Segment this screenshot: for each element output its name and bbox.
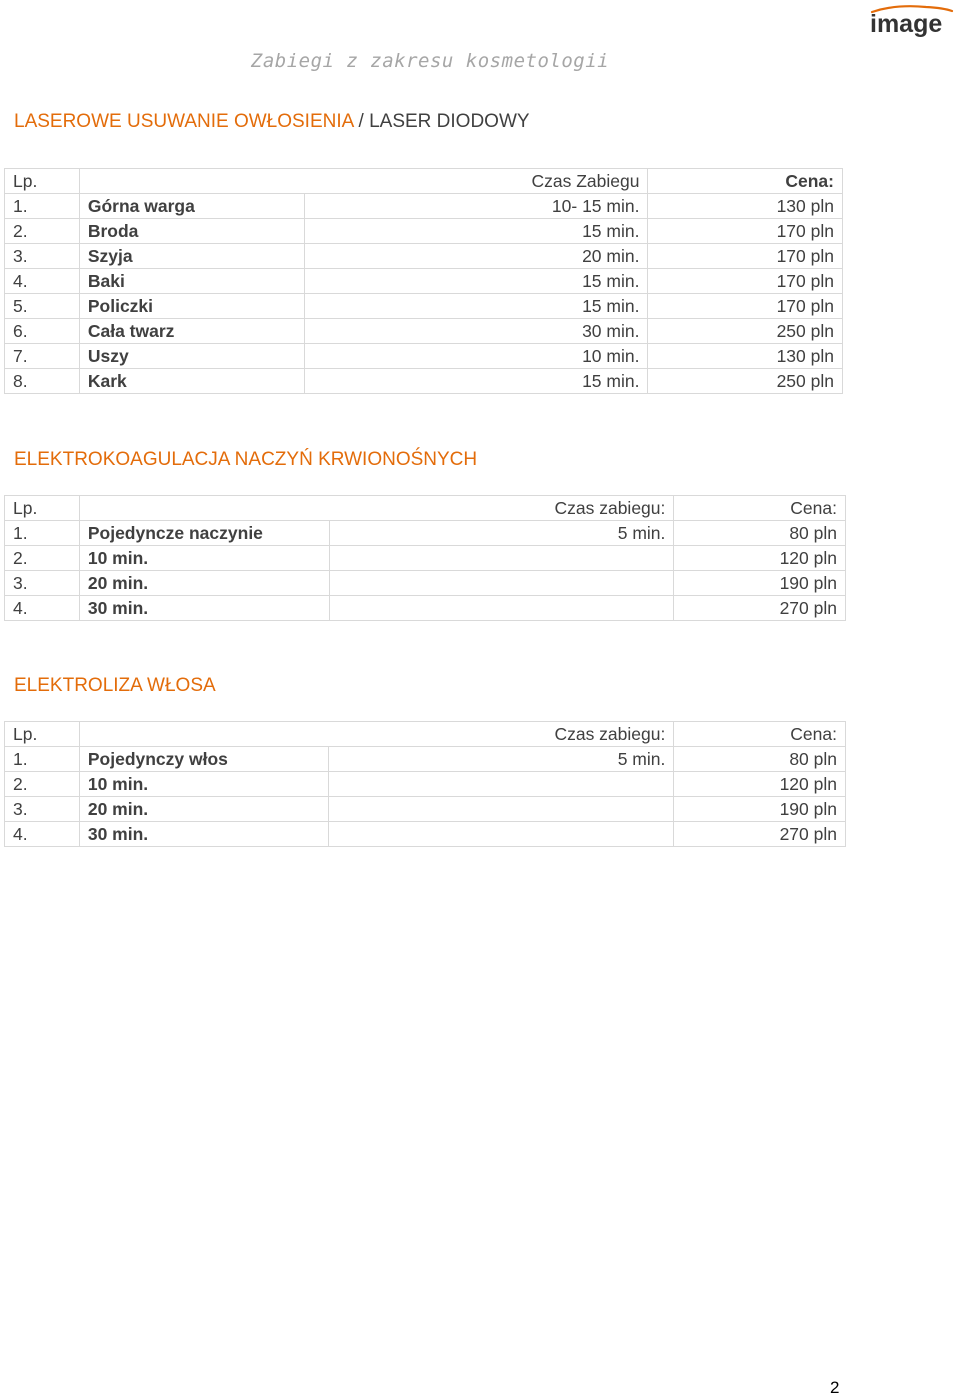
brand-logo: [866, 2, 958, 38]
header-lp: Lp.: [5, 169, 80, 194]
price-table-elektrokoagulacja: [4, 495, 846, 621]
row-time: [329, 571, 674, 596]
table-row: [5, 219, 843, 244]
row-name: Kark: [79, 369, 305, 394]
row-lp: 2.: [5, 772, 80, 797]
section-title-main: LASEROWE USUWANIE OWŁOSIENIA: [14, 111, 354, 132]
row-time: [329, 797, 674, 822]
row-price: 170 pln: [648, 244, 843, 269]
table-header-row: [5, 722, 846, 747]
row-price: 270 pln: [674, 822, 846, 847]
row-name: 20 min.: [79, 571, 329, 596]
row-lp: 6.: [5, 319, 80, 344]
table-row: [5, 571, 846, 596]
table-header-row: [5, 169, 843, 194]
table-row: [5, 797, 846, 822]
row-time: 15 min.: [305, 369, 648, 394]
row-price: 130 pln: [648, 344, 843, 369]
row-lp: 3.: [5, 244, 80, 269]
row-time: 20 min.: [305, 244, 648, 269]
row-name: Broda: [79, 219, 305, 244]
row-name: Szyja: [79, 244, 305, 269]
row-lp: 3.: [5, 797, 80, 822]
row-price: 130 pln: [648, 194, 843, 219]
row-time: [329, 822, 674, 847]
row-time: 5 min.: [329, 521, 674, 546]
logo-text: image: [870, 10, 943, 38]
section-title-elektrokoagulacja: ELEKTROKOAGULACJA NACZYŃ KRWIONOŚNYCH: [14, 449, 478, 470]
header-price: Cena:: [674, 722, 846, 747]
row-name: Baki: [79, 269, 305, 294]
header-time: Czas Zabiegu: [79, 169, 648, 194]
row-price: 250 pln: [648, 369, 843, 394]
row-price: 170 pln: [648, 219, 843, 244]
table-row: [5, 269, 843, 294]
row-name: Pojedyncze naczynie: [79, 521, 329, 546]
row-time: 15 min.: [305, 269, 648, 294]
table-row: [5, 294, 843, 319]
row-time: 10- 15 min.: [305, 194, 648, 219]
row-lp: 2.: [5, 219, 80, 244]
section-title-laser: [14, 111, 530, 133]
table-row: [5, 596, 846, 621]
row-lp: 3.: [5, 571, 80, 596]
row-price: 80 pln: [674, 747, 846, 772]
header-time: Czas zabiegu:: [79, 496, 674, 521]
header-lp: Lp.: [5, 496, 80, 521]
section-title-suffix: / LASER DIODOWY: [353, 111, 530, 132]
row-lp: 4.: [5, 596, 80, 621]
table-row: [5, 194, 843, 219]
table-row: [5, 319, 843, 344]
row-time: 5 min.: [329, 747, 674, 772]
row-name: Uszy: [79, 344, 305, 369]
row-price: 120 pln: [674, 772, 846, 797]
row-time: [329, 596, 674, 621]
row-lp: 7.: [5, 344, 80, 369]
row-price: 120 pln: [674, 546, 846, 571]
table-row: [5, 546, 846, 571]
row-lp: 1.: [5, 194, 80, 219]
row-name: Cała twarz: [79, 319, 305, 344]
row-lp: 4.: [5, 822, 80, 847]
document-subtitle: Zabiegi z zakresu kosmetologii: [250, 50, 610, 72]
row-lp: 8.: [5, 369, 80, 394]
row-name: 30 min.: [79, 822, 329, 847]
row-lp: 1.: [5, 747, 80, 772]
row-price: 190 pln: [674, 571, 846, 596]
table-row: [5, 521, 846, 546]
row-lp: 1.: [5, 521, 80, 546]
header-price: Cena:: [674, 496, 846, 521]
row-lp: 2.: [5, 546, 80, 571]
row-name: Pojedynczy włos: [79, 747, 329, 772]
header-price: Cena:: [648, 169, 843, 194]
row-price: 250 pln: [648, 319, 843, 344]
row-time: 15 min.: [305, 294, 648, 319]
row-name: Policzki: [79, 294, 305, 319]
row-lp: 5.: [5, 294, 80, 319]
table-row: [5, 369, 843, 394]
row-price: 190 pln: [674, 797, 846, 822]
row-lp: 4.: [5, 269, 80, 294]
row-name: 20 min.: [79, 797, 329, 822]
row-time: 10 min.: [305, 344, 648, 369]
row-price: 80 pln: [674, 521, 846, 546]
row-name: Górna warga: [79, 194, 305, 219]
table-row: [5, 747, 846, 772]
row-time: 30 min.: [305, 319, 648, 344]
row-price: 170 pln: [648, 269, 843, 294]
row-name: 30 min.: [79, 596, 329, 621]
header-time: Czas zabiegu:: [79, 722, 674, 747]
table-header-row: [5, 496, 846, 521]
header-lp: Lp.: [5, 722, 80, 747]
price-table-laser: [4, 168, 843, 394]
row-price: 270 pln: [674, 596, 846, 621]
section-title-elektroliza: ELEKTROLIZA WŁOSA: [14, 675, 216, 696]
table-row: [5, 772, 846, 797]
price-table-elektroliza: [4, 721, 846, 847]
table-row: [5, 344, 843, 369]
row-name: 10 min.: [79, 546, 329, 571]
row-time: 15 min.: [305, 219, 648, 244]
row-price: 170 pln: [648, 294, 843, 319]
page-number: 2: [830, 1378, 840, 1397]
row-time: [329, 772, 674, 797]
table-row: [5, 822, 846, 847]
row-time: [329, 546, 674, 571]
row-name: 10 min.: [79, 772, 329, 797]
table-row: [5, 244, 843, 269]
